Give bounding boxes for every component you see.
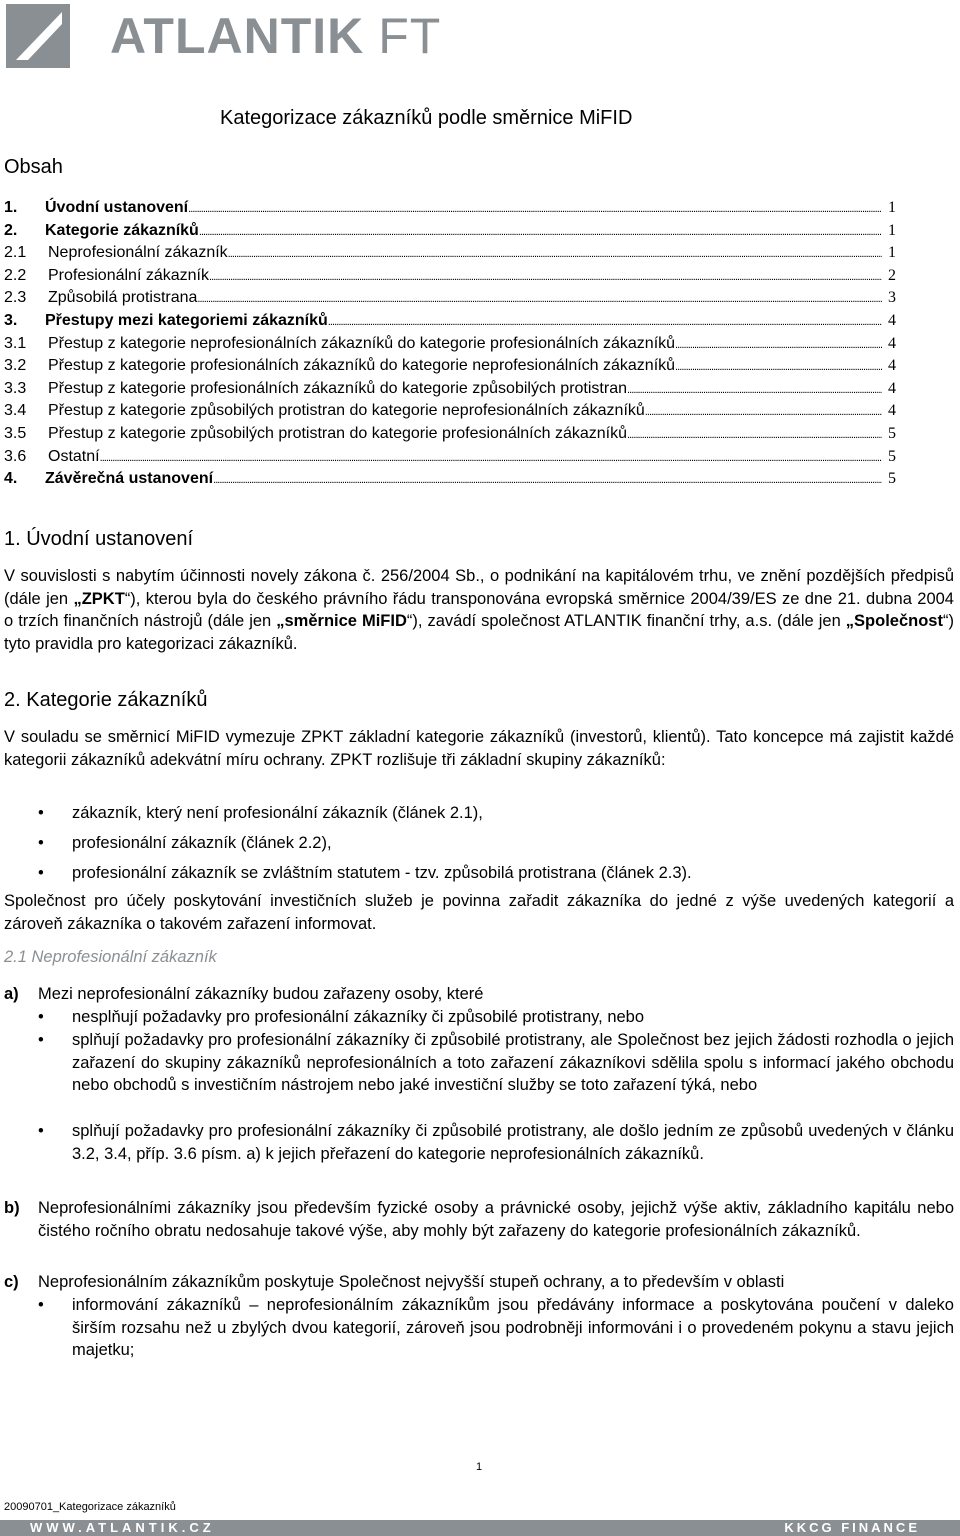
toc-entry-number: 3.3 [4, 379, 27, 397]
toc-entry-number: 2.1 [4, 244, 27, 262]
toc-leader-dots [199, 220, 882, 243]
bullet-icon: • [38, 1008, 44, 1026]
section-2-heading: 2. Kategorie zákazníků [4, 689, 208, 711]
toc-entry-title: Přestup z kategorie profesionálních zákazníků do kategorie neprofesionálních zákazníků [48, 357, 676, 375]
toc-leader-dots [675, 355, 882, 378]
toc-entry-number: 2.2 [4, 266, 27, 284]
toc-entry[interactable] [4, 355, 896, 378]
item-b-text: Neprofesionálními zákazníky jsou především fyzické osoby a právnické osoby, jejichž výše aktiv, základního kapitálu nebo čistého ročního obratu nedosahuje takové výše, aby mohly být zařazeny do kategorie profesionálních zákazníků. [38, 1199, 954, 1240]
toc-entry-title: Přestup z kategorie profesionálních zákazníků do kategorie způsobilých protistran [48, 379, 627, 397]
toc-entry-title: Přestup z kategorie neprofesionálních zákazníků do kategorie profesionálních zákazníků [48, 334, 676, 352]
toc-entry-title: Způsobilá protistrana [48, 289, 198, 307]
toc-entry-page: 4 [888, 402, 896, 420]
toc-entry-number: 3. [4, 311, 18, 329]
list-item: informování zákazníků – neprofesionálním zákazníkům jsou předávány informace a poskytována poučení v daleko širším rozsahu než u zbylých dvou kategorií, zároveň jsou podrobněji informováni i o provedeném pokynu a stavu jejich majetku; [72, 1296, 954, 1360]
toc-entry-number: 2.3 [4, 289, 27, 307]
toc-leader-dots [213, 468, 882, 491]
footer-website-link[interactable]: WWW.ATLANTIK.CZ [30, 1520, 215, 1535]
bullet-icon: • [38, 864, 44, 882]
table-of-contents [4, 197, 896, 491]
toc-entry[interactable] [4, 400, 896, 423]
toc-entry[interactable] [4, 423, 896, 446]
toc-entry[interactable] [4, 242, 896, 265]
toc-leader-dots [188, 197, 882, 220]
toc-heading: Obsah [4, 156, 63, 178]
toc-entry[interactable] [4, 287, 896, 310]
toc-leader-dots [627, 423, 882, 446]
toc-entry-title: Přestup z kategorie způsobilých protistran do kategorie neprofesionálních zákazníků [48, 402, 645, 420]
logo-wordmark: ATLANTIK FT [110, 8, 442, 64]
section-2-intro: V souladu se směrnicí MiFID vymezuje ZPKT základní kategorie zákazníků (investorů, klientů). Tato koncepce má zajistit každé kategorii zákazníků adekvátní míru ochrany. ZPKT rozlišuje tři základní skupiny zákazníků: [4, 728, 954, 769]
toc-entry[interactable] [4, 446, 896, 469]
toc-entry-page: 5 [888, 447, 896, 465]
toc-entry-page: 1 [888, 221, 896, 239]
section-1-paragraph: V souvislosti s nabytím účinnosti novely zákona č. 256/2004 Sb., o podnikání na kapitálovém trhu, ve znění pozdějších předpisů (dále jen „ZPKT“), kterou byla do českého právního řádu transponována evropská směrnice 2004/39/ES ze dne 21. dubna 2004 o trzích finančních nástrojů (dále jen „směrnice MiFID“), zavádí společnost ATLANTIK finanční trhy, a.s. (dále jen „Společnost“) tyto pravidla pro kategorizaci zákazníků. [4, 567, 954, 653]
toc-entry-number: 3.1 [4, 334, 27, 352]
toc-entry-page: 4 [888, 311, 896, 329]
item-c-text: Neprofesionálním zákazníkům poskytuje Společnost nejvyšší stupeň ochrany, a to především v oblasti [38, 1273, 785, 1291]
toc-leader-dots [328, 310, 882, 333]
bullet-icon: • [38, 1122, 44, 1140]
toc-entry[interactable] [4, 310, 896, 333]
list-item: nesplňují požadavky pro profesionální zákazníky či způsobilé protistrany, nebo [72, 1008, 645, 1026]
section-2-1-heading: 2.1 Neprofesionální zákazník [4, 948, 217, 966]
footer-group-name: KKCG FINANCE [784, 1520, 920, 1535]
toc-leader-dots [100, 446, 882, 469]
toc-entry[interactable] [4, 468, 896, 491]
toc-entry-page: 4 [888, 379, 896, 397]
toc-entry-number: 2. [4, 221, 18, 239]
toc-entry-title: Kategorie zákazníků [45, 221, 199, 239]
atlantik-logo-mark-icon [6, 4, 70, 68]
toc-entry-page: 4 [888, 357, 896, 375]
bullet-icon: • [38, 834, 44, 852]
toc-leader-dots [228, 242, 882, 265]
toc-entry-page: 1 [888, 244, 896, 262]
toc-entry-title: Profesionální zákazník [48, 266, 209, 284]
toc-entry-page: 4 [888, 334, 896, 352]
toc-entry-title: Ostatní [48, 447, 100, 465]
toc-entry[interactable] [4, 197, 896, 220]
bullet-icon: • [38, 1296, 44, 1314]
item-b-label: b) [4, 1199, 20, 1217]
toc-entry-number: 1. [4, 199, 18, 216]
toc-entry[interactable] [4, 220, 896, 243]
toc-entry-title: Úvodní ustanovení [45, 199, 189, 216]
toc-entry-title: Závěrečná ustanovení [45, 470, 214, 488]
item-c-label: c) [4, 1273, 19, 1291]
toc-entry-page: 1 [888, 199, 896, 216]
toc-entry-number: 3.4 [4, 402, 27, 420]
list-item: splňují požadavky pro profesionální zákazníky či způsobilé protistrany, ale Společnost bez jejich žádosti rozhodla o jejich zařazení do skupiny zákazníků neprofesionálních a toto zařazení zákazníkovi sdělila spolu s informací jakého obchodu nebo obchodů s investičním nástrojem nebo jaké investiční služby se toto zařazení týká, nebo [72, 1031, 954, 1095]
section-2-outro: Společnost pro účely poskytování investičních služeb je povinna zařadit zákazníka do jedné z výše uvedených kategorií a zároveň zákazníka o takovém zařazení informovat. [4, 892, 954, 933]
toc-entry[interactable] [4, 265, 896, 288]
toc-entry-page: 2 [888, 266, 896, 284]
item-a-label: a) [4, 985, 19, 1003]
list-item: zákazník, který není profesionální zákazník (článek 2.1), [72, 804, 483, 822]
toc-leader-dots [675, 333, 882, 356]
document-title: Kategorizace zákazníků podle směrnice MiFID [220, 107, 633, 129]
toc-entry-title: Neprofesionální zákazník [48, 244, 228, 262]
document-code: 20090701_Kategorizace zákazníků [4, 1501, 176, 1513]
toc-entry-page: 5 [888, 470, 896, 488]
toc-leader-dots [627, 378, 882, 401]
toc-entry[interactable] [4, 333, 896, 356]
toc-entry[interactable] [4, 378, 896, 401]
item-a-text: Mezi neprofesionální zákazníky budou zařazeny osoby, které [38, 985, 484, 1003]
company-logo [6, 4, 441, 68]
toc-entry-number: 3.2 [4, 357, 27, 375]
toc-entry-title: Přestup z kategorie způsobilých protistran do kategorie profesionálních zákazníků [48, 424, 627, 442]
toc-entry-number: 3.6 [4, 447, 27, 465]
list-item: profesionální zákazník se zvláštním statutem - tzv. způsobilá protistrana (článek 2.3). [72, 864, 692, 882]
toc-leader-dots [209, 265, 882, 288]
bullet-icon: • [38, 804, 44, 822]
bullet-icon: • [38, 1031, 44, 1049]
page-number: 1 [476, 1461, 483, 1473]
toc-entry-number: 3.5 [4, 424, 27, 442]
toc-entry-page: 3 [888, 289, 896, 307]
list-item: profesionální zákazník (článek 2.2), [72, 834, 332, 852]
toc-entry-title: Přestupy mezi kategoriemi zákazníků [45, 311, 328, 329]
toc-leader-dots [197, 287, 882, 310]
list-item: splňují požadavky pro profesionální zákazníky či způsobilé protistrany, ale došlo jedním ze způsobů uvedených v článku 3.2, 3.4, příp. 3.6 písm. a) k jejich přeřazení do kategorie neprofesionálních zákazníků. [72, 1122, 954, 1163]
toc-entry-page: 5 [888, 424, 896, 442]
toc-entry-number: 4. [4, 470, 18, 488]
section-1-heading: 1. Úvodní ustanovení [4, 528, 194, 550]
toc-leader-dots [645, 400, 882, 423]
